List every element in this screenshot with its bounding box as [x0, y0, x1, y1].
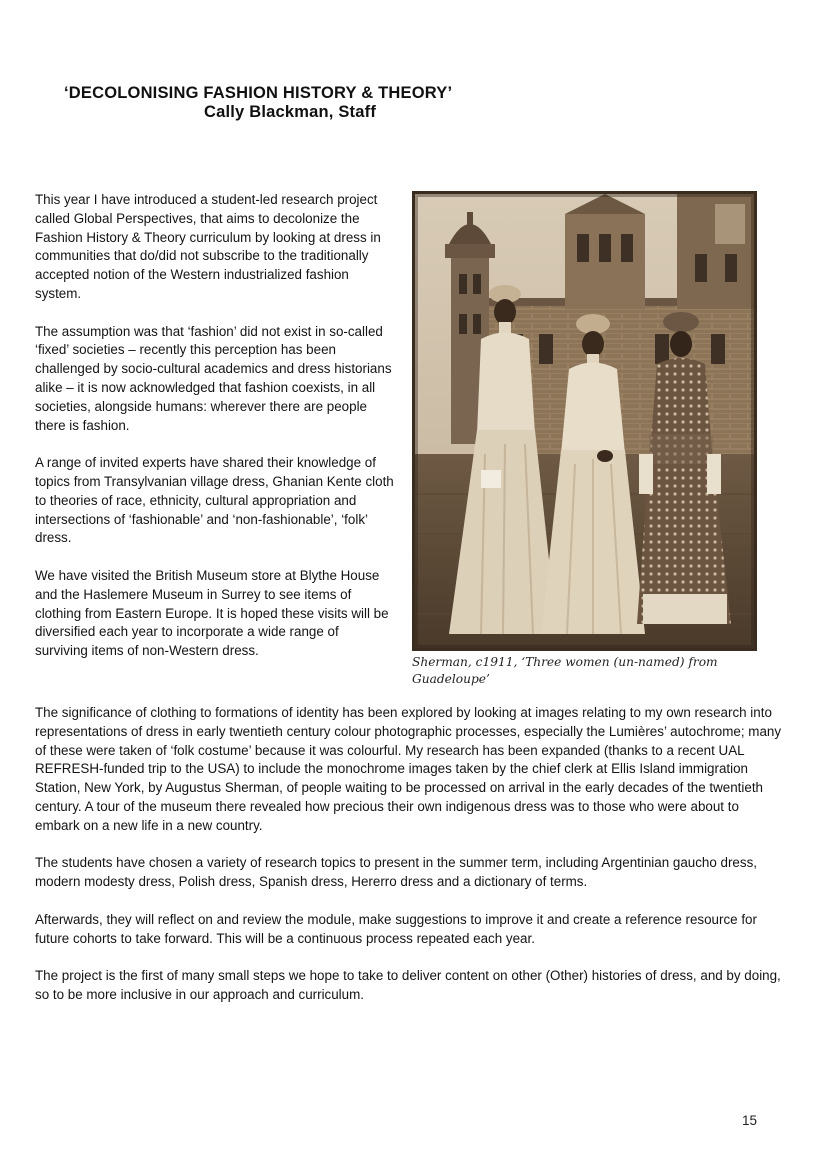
body-paragraph: The project is the first of many small steps we hope to take to deliver content on other (Other) histories of dress, and by doing, so to be more inclusive in our approach and curriculum.: [35, 968, 781, 1002]
body-paragraph: The students have chosen a variety of research topics to present in the summer term, including Argentinian gaucho dress, modern modesty dress, Polish dress, Spanish dress, Hererro dress and a dictionary of terms.: [35, 855, 757, 890]
article-author: Cally Blackman, Staff: [204, 103, 377, 121]
intro-paragraph: This year I have introduced a student-led research project called Global Perspectives, that aims to decolonize the Fashion History & Theory curriculum by looking at dress in communities that do/did not subscribe to the traditionally accepted notion of the Western industrialized fashion system.: [35, 192, 381, 301]
sepia-photo-illustration: [415, 194, 754, 648]
intro-paragraph: A range of invited experts have shared their knowledge of topics from Transylvanian village dress, Ghanian Kente cloth to theories of race, ethnicity, cultural appropriation and intersections of ‘fashionable’ and ‘non-fashionable’, ‘folk’ dress.: [35, 455, 394, 546]
intro-paragraph: The assumption was that ‘fashion’ did not exist in so-called ‘fixed’ societies – recently this perception has been challenged by socio-cultural academics and dress historians alike – it is now acknowledged that fashion coexists, in all societies, alongside humans: wherever there are people there is fashion.: [35, 323, 392, 433]
page-number: 15: [742, 1113, 758, 1128]
article-title: ‘DECOLONISING FASHION HISTORY & THEORY’: [64, 84, 453, 102]
historical-photo: [412, 191, 757, 651]
photo-caption: Sherman, c1911, ‘Three women (un-named) from Guadeloupe’: [412, 655, 718, 686]
article-title-block: [64, 84, 624, 122]
body-paragraph: The significance of clothing to formations of identity has been explored by looking at images relating to my own research into representations of dress in early twentieth century colour photographic processes, especially the Lumières’ autochrome; many of these were taken of ‘folk costume’ because it was colourful. My research has been expanded (thanks to a recent UAL REFRESH-funded trip to the USA) to include the monochrome images taken by the chief clerk at Ellis Island immigration Station, New York, by Augustus Sherman, of people waiting to be processed on arrival in the early decades of the twentieth century. A tour of the museum there revealed how precious their own indigenous dress was to those who were about to embark on a new life in a new country.: [35, 705, 782, 833]
intro-column: [35, 191, 395, 680]
body-paragraph: Afterwards, they will reflect on and review the module, make suggestions to improve it and create a reference resource for future cohorts to take forward. This will be a continuous process repeated each year.: [35, 911, 757, 946]
main-body: [35, 704, 787, 1024]
intro-paragraph: We have visited the British Museum store at Blythe House and the Haslemere Museum in Surrey to see items of clothing from Eastern Europe. It is hoped these visits will be diversified each year to incorporate a wide range of surviving items of non-Western dress.: [35, 567, 389, 659]
